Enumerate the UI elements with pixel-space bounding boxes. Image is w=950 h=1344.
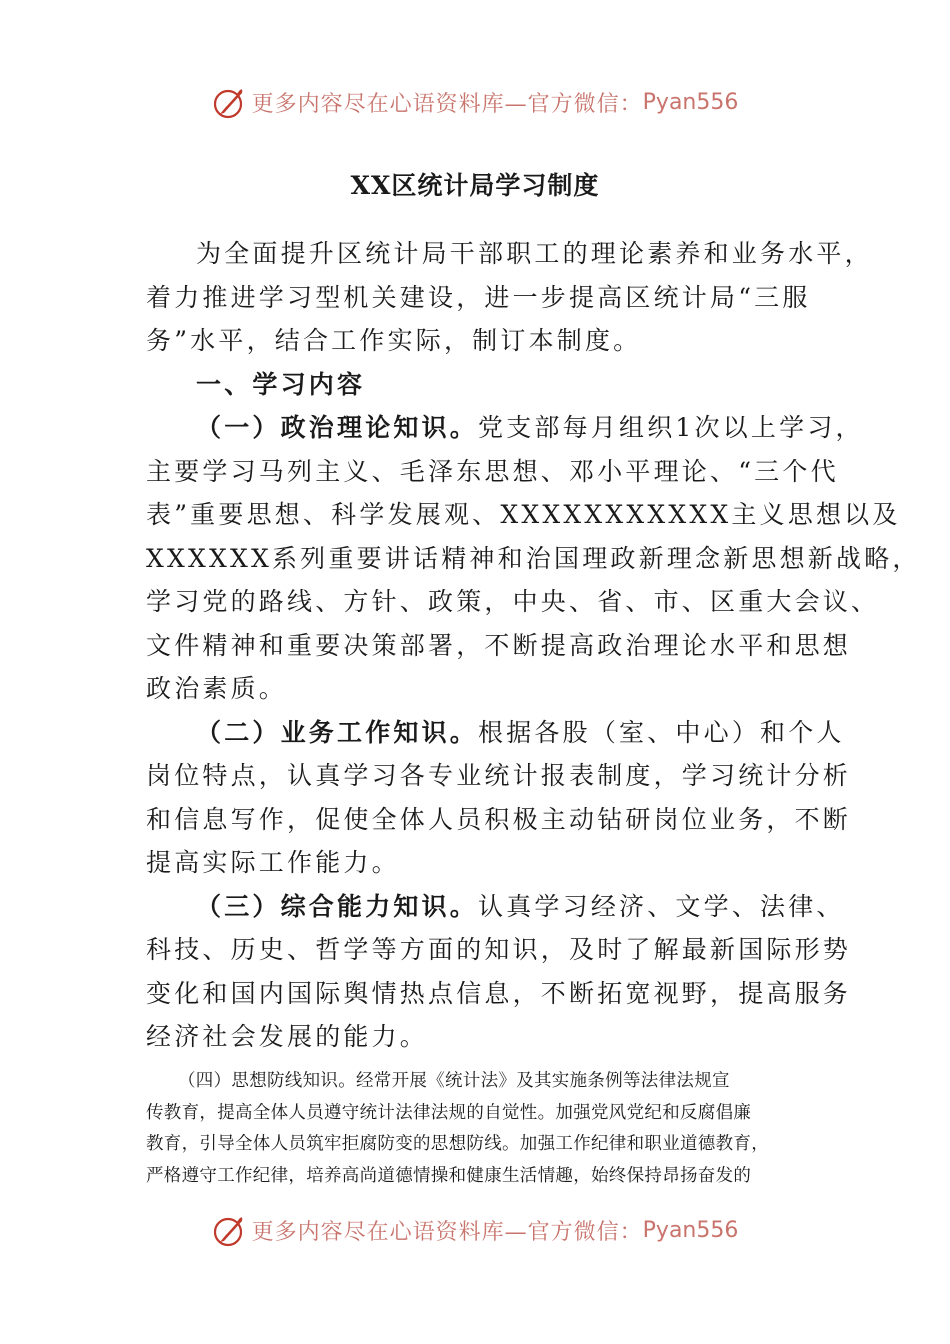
item-four-paragraph [146, 1066, 806, 1192]
item-line: 科技、历史、哲学等方面的知识，及时了解最新国际形势 [146, 935, 852, 964]
item-line: 表”重要思想、科学发展观、XXXXXXXXXXX主义思想以及 [146, 500, 901, 529]
watermark-banner-bottom [0, 1208, 950, 1252]
quill-logo-icon [212, 84, 248, 120]
item-first-line [146, 885, 845, 929]
quill-logo-icon [212, 1212, 248, 1248]
item-first-line [146, 711, 845, 755]
watermark-banner-top [0, 80, 950, 124]
item-text: 根据各股（室、中心）和个人 [478, 717, 845, 747]
intro-line: 着力推进学习型机关建设，进一步提高区统计局“三服 [146, 282, 811, 312]
intro-line: 务”水平，结合工作实际，制订本制度。 [146, 326, 642, 355]
item-text: 党支部每月组织1次以上学习， [478, 413, 864, 442]
item-line: 文件精神和重要决策部署，不断提高政治理论水平和思想 [146, 630, 852, 660]
item-label: （二）业务工作知识。 [196, 717, 479, 747]
item-first-line [146, 406, 864, 450]
watermark-wechat-id: Pyan556 [642, 1217, 739, 1243]
item-line: 经济社会发展的能力。 [146, 1022, 429, 1051]
item-line: 和信息写作，促使全体人员积极主动钻研岗位业务，不断 [146, 804, 852, 834]
item-four-line: （四）思想防线知识。经常开展《统计法》及其实施条例等法律法规宣 [178, 1071, 730, 1091]
item-line: 变化和国内国际舆情热点信息，不断拓宽视野，提高服务 [146, 978, 852, 1008]
item-text: 认真学习经济、文学、法律、 [478, 891, 845, 921]
item-line: 提高实际工作能力。 [146, 848, 400, 877]
watermark-text: 更多内容尽在心语资料库—官方微信： [251, 1219, 643, 1245]
item-label: （三）综合能力知识。 [196, 891, 479, 921]
item-line: 政治素质。 [146, 674, 288, 703]
document-body [146, 232, 921, 1059]
section-heading: 一、学习内容 [196, 369, 366, 399]
item-four-line: 传教育，提高全体人员遵守统计法律法规的自觉性。加强党风党纪和反腐倡廉 [146, 1102, 752, 1123]
item-line: 主要学习马列主义、毛泽东思想、邓小平理论、“三个代 [146, 456, 839, 486]
item-four-line: 教育，引导全体人员筑牢拒腐防变的思想防线。加强工作纪律和职业道德教育， [146, 1134, 769, 1154]
item-line: 岗位特点，认真学习各专业统计报表制度，学习统计分析 [146, 761, 852, 790]
document-title: XX区统计局学习制度 [350, 171, 600, 200]
intro-line: 为全面提升区统计局干部职工的理论素养和业务水平， [196, 239, 873, 268]
watermark-text: 更多内容尽在心语资料库—官方微信： [251, 91, 643, 117]
item-label: （一）政治理论知识。 [196, 413, 479, 442]
item-line: XXXXXX系列重要讲话精神和治国理政新理念新思想新战略， [146, 543, 921, 573]
item-line: 学习党的路线、方针、政策，中央、省、市、区重大会议、 [146, 587, 880, 616]
item-four-line: 严格遵守工作纪律，培养高尚道德情操和健康生活情趣，始终保持昂扬奋发的 [146, 1165, 752, 1186]
watermark-wechat-id: Pyan556 [642, 89, 739, 115]
